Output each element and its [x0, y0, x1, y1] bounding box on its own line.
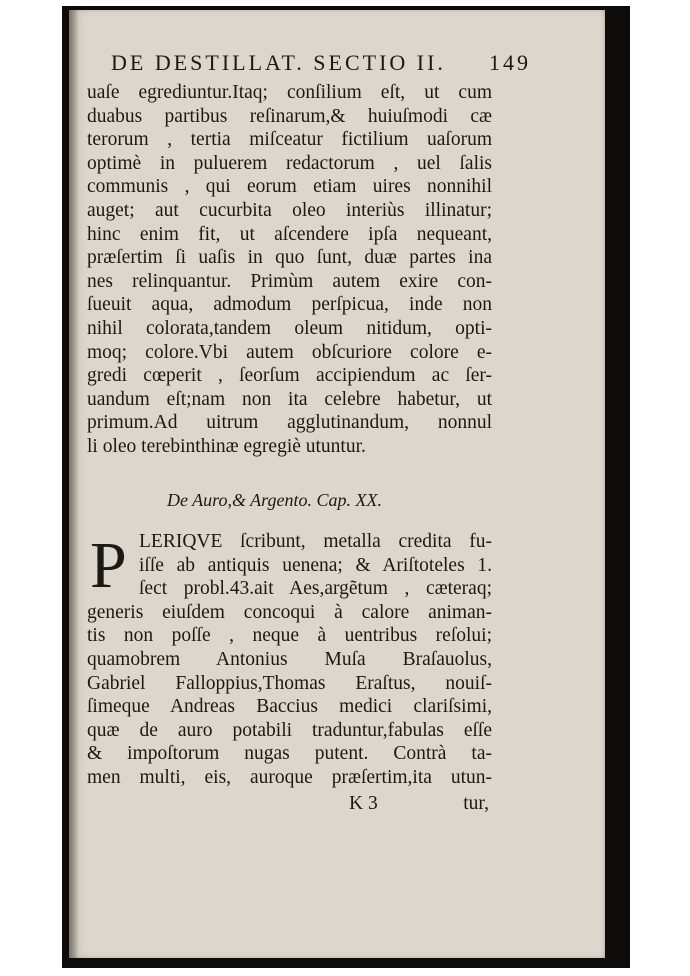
- text-line: præſertim ſi uaſis in quo ſunt, duæ partes ina: [87, 247, 492, 269]
- text-line: generis eiuſdem concoqui à calore animan-: [87, 601, 492, 623]
- text-line: ſimeque Andreas Baccius medici clariſsimi,: [87, 696, 492, 718]
- text-line: auget; aut cucurbita oleo interiùs illinatur;: [87, 199, 492, 221]
- page-footer: [349, 793, 489, 819]
- text-line: Gabriel Falloppius,Thomas Eraſtus, nouiſ-: [87, 672, 492, 694]
- book-page: [69, 10, 605, 958]
- text-line: primum.Ad uitrum agglutinandum, nonnul: [87, 412, 492, 434]
- gutter-shadow: [69, 10, 79, 958]
- text-line: & impoſtorum nugas putent. Contrà ta-: [87, 743, 492, 765]
- text-line: quæ de auro potabili traduntur,fabulas eſſe: [87, 719, 492, 741]
- signature-mark: K 3: [349, 793, 378, 814]
- drop-cap: P: [90, 529, 127, 602]
- text-line: communis , qui eorum etiam uires nonnihil: [87, 176, 492, 198]
- chapter-heading: De Auro,& Argento. Cap. XX.: [167, 490, 382, 510]
- text-line: ſect probl.43.ait Aes,argẽtum , cæteraq;: [139, 578, 492, 600]
- text-line: men multi, eis, auroque præſertim,ita utun-: [87, 766, 492, 788]
- text-line: moq; colore.Vbi autem obſcuriore colore e-: [87, 341, 492, 363]
- text-line: tis non poſſe , neque à uentribus reſolui;: [87, 625, 492, 647]
- running-title: DE DESTILLAT. SECTIO II.: [111, 50, 446, 75]
- chapter-paragraph: [87, 530, 492, 790]
- text-line: duabus partibus reſinarum,& huiuſmodi cæ: [87, 105, 492, 127]
- text-line: hinc enim fit, ut aſcendere ipſa nequeant,: [87, 223, 492, 245]
- running-head: [111, 50, 531, 80]
- text-line: gredi cœperit , ſeorſum accipiendum ac ſer-: [87, 365, 492, 387]
- text-line: nes relinquantur. Primùm autem exire con-: [87, 270, 492, 292]
- text-line: quamobrem Antonius Muſa Braſauolus,: [87, 648, 492, 670]
- text-line: terorum , tertia miſceatur fictilium uaſorum: [87, 129, 492, 151]
- text-line: iſſe ab antiquis uenena; & Ariſtoteles 1.: [139, 554, 492, 576]
- text-line: uandum eſt;nam non ita celebre habetur, ut: [87, 388, 492, 410]
- text-line: LERIQVE ſcribunt, metalla credita fu-: [139, 531, 492, 552]
- page-number: 149: [489, 50, 531, 75]
- paragraph: [87, 81, 492, 459]
- text-line: li oleo terebinthinæ egregiè utuntur.: [87, 435, 366, 457]
- text-line: nihil colorata,tandem oleum nitidum, opti-: [87, 317, 492, 339]
- text-line: uaſe egrediuntur.Itaq; conſilium eſt, ut cum: [87, 82, 492, 103]
- text-line: ſueuit aqua, admodum perſpicua, inde non: [87, 294, 492, 316]
- text-line: optimè in puluerem redactorum , uel ſalis: [87, 152, 492, 174]
- catchword: tur,: [463, 793, 489, 814]
